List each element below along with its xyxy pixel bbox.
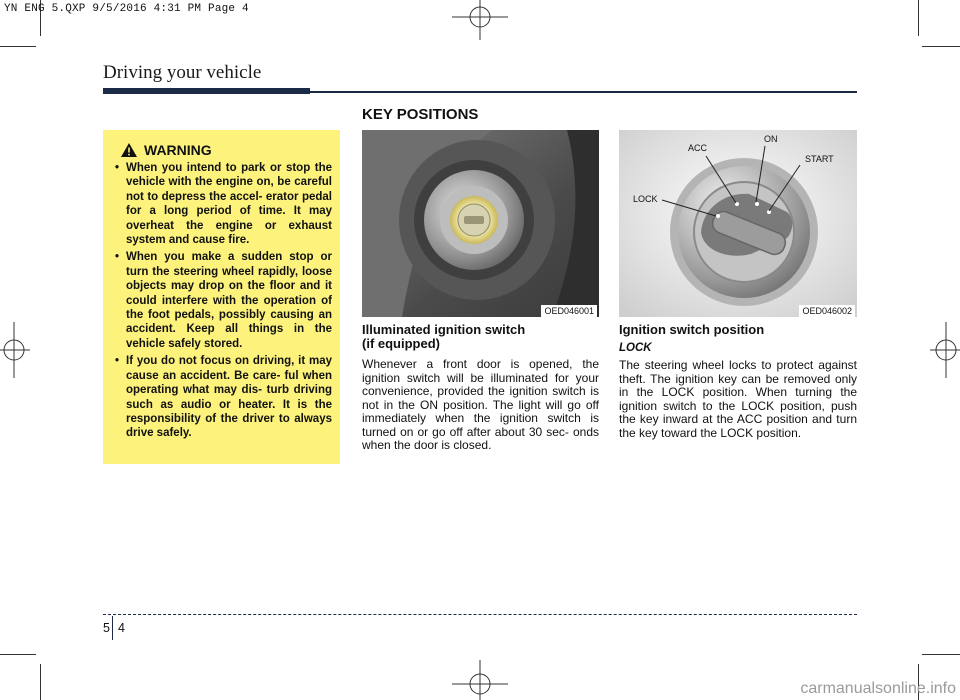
illuminated-heading — [362, 323, 599, 351]
warning-icon — [121, 143, 137, 157]
illuminated-heading-line2: (if equipped) — [362, 336, 440, 351]
warning-box — [103, 130, 340, 464]
registration-mark — [452, 660, 508, 700]
registration-mark — [930, 322, 960, 378]
chapter-number: 5 — [103, 621, 110, 635]
crop-mark — [40, 664, 41, 700]
page-number-divider — [112, 616, 113, 640]
header-rule-thin — [310, 91, 857, 93]
registration-mark — [0, 322, 30, 378]
page-number: 4 — [118, 621, 125, 635]
illuminated-heading-line1: Illuminated ignition switch — [362, 322, 526, 337]
warning-item: • If you do not focus on driving, it may cause an accident. Be care- ful when operating what may dis- turb driving such as audio or heater. It is the responsibility of the driver to always drive safely. — [115, 354, 332, 440]
illuminated-section — [362, 323, 599, 453]
ignition-switch-illustration — [362, 130, 599, 317]
print-header: YN ENG 5.QXP 9/5/2016 4:31 PM Page 4 — [4, 3, 249, 15]
position-section — [619, 323, 857, 440]
warning-list — [115, 161, 332, 441]
crop-mark — [0, 654, 36, 655]
registration-mark — [452, 0, 508, 40]
figure-code: OED046001 — [541, 305, 597, 317]
position-body: The steering wheel locks to protect against theft. The ignition key can be removed only in the LOCK position. When turning the ignition switch to the LOCK position, push the key inward at the ACC position and turn the key toward the LOCK position. — [619, 358, 857, 440]
warning-item: • When you make a sudden stop or turn the steering wheel rapidly, loose objects may drop on the floor and it could interfere with the operation of the foot pedals, possibly causing an accident. Keep all things in the vehicle safely stored. — [115, 250, 332, 351]
figure-code: OED046002 — [799, 305, 855, 317]
crop-mark — [918, 0, 919, 36]
crop-mark — [922, 46, 960, 47]
position-subhead-lock: LOCK — [619, 342, 652, 354]
footer-rule — [103, 614, 857, 615]
running-head: Driving your vehicle — [103, 62, 262, 83]
illuminated-body: Whenever a front door is opened, the ignition switch will be illuminated for your convenience, provided the ignition switch is not in the ON position. The light will go off immediately when the ignition switch is turned on or go off after about 30 sec- onds when the door is closed. — [362, 357, 599, 452]
ignition-position-diagram — [619, 130, 857, 317]
warning-header — [121, 142, 332, 158]
ignition-switch-photo — [362, 130, 599, 317]
label-on: ON — [764, 134, 778, 144]
warning-title: WARNING — [144, 142, 212, 158]
position-heading: Ignition switch position — [619, 322, 765, 337]
watermark: carmanualsonline.info — [800, 680, 956, 697]
crop-mark — [922, 654, 960, 655]
crop-mark — [0, 46, 36, 47]
label-lock: LOCK — [633, 194, 658, 204]
header-rule-thick — [103, 88, 310, 94]
label-acc: ACC — [688, 143, 708, 153]
section-title: KEY POSITIONS — [362, 106, 479, 123]
label-start: START — [805, 154, 834, 164]
warning-item: • When you intend to park or stop the vehicle with the engine on, be careful not to depress the accel- erator pedal for a long period of time. It may overheat the engine or exhaust system and cause fire. — [115, 161, 332, 247]
